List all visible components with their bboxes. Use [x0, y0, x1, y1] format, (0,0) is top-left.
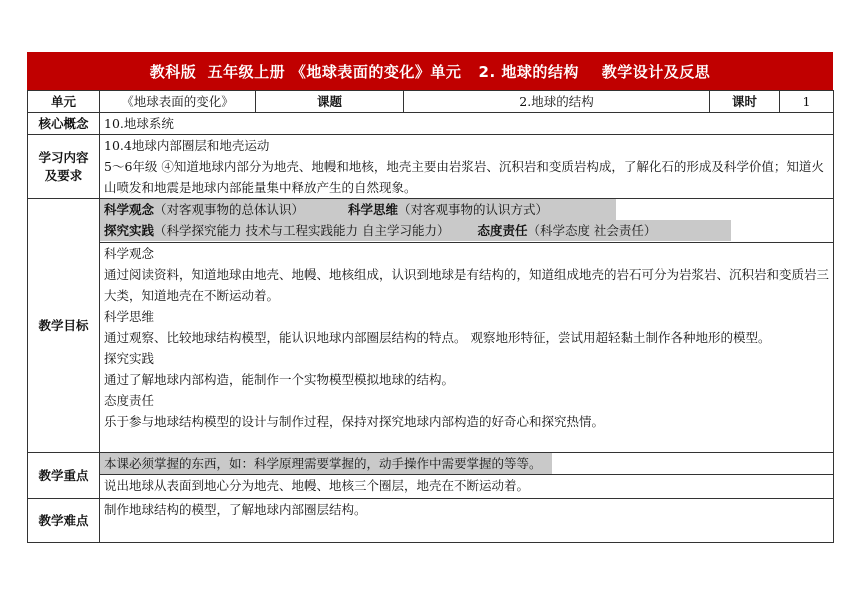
- lesson-plan-document: [27, 52, 833, 543]
- lesson-plan-table: [27, 90, 834, 543]
- dimensions-line-2-highlight: [100, 220, 731, 241]
- objective-heading-attitude: 态度责任: [104, 393, 155, 408]
- info-row: [28, 91, 834, 113]
- requirements-cell: [100, 135, 834, 199]
- dimensions-cell: [100, 199, 834, 243]
- hours-label: 课时: [710, 91, 780, 113]
- key-points-hint-row: [28, 453, 834, 475]
- topic-value: 2.地球的结构: [404, 91, 710, 113]
- dim-science-concept-note: （对客观事物的总体认识）: [154, 202, 305, 217]
- requirements-label: 学习内容及要求: [28, 135, 100, 199]
- objectives-label: 教学目标: [28, 199, 100, 453]
- requirements-row: [28, 135, 834, 199]
- key-points-hint: 本课必须掌握的东西，如：科学原理需要掌握的，动手操作中需要掌握的等等。: [100, 453, 552, 474]
- dim-inquiry-title: 探究实践: [104, 223, 155, 238]
- core-concept-label: 核心概念: [28, 113, 100, 135]
- difficulties-row: [28, 499, 834, 543]
- dimensions-line-1: [100, 199, 833, 220]
- objectives-cell: [100, 243, 834, 453]
- document-title: 教科版 五年级上册 《地球表面的变化》单元 2. 地球的结构 教学设计及反思: [27, 52, 833, 90]
- objective-heading-thinking: 科学思维: [104, 309, 155, 324]
- difficulties-label: 教学难点: [28, 499, 100, 543]
- dim-attitude-note: （科学态度 社会责任）: [527, 223, 657, 238]
- objective-heading-concept: 科学观念: [104, 246, 155, 261]
- objective-text-inquiry: 通过了解地球内部构造，能制作一个实物模型模拟地球的结构。: [104, 372, 455, 387]
- dim-science-thinking-note: （对客观事物的认识方式）: [398, 202, 549, 217]
- requirements-line-2: 5～6年级 ④知道地球内部分为地壳、地幔和地核，地壳主要由岩浆岩、沉积岩和变质岩构成，了解化石的形成及科学价值；知道火山喷发和地震是地球内部能量集中释放产生的自然现象。: [104, 159, 824, 195]
- requirements-line-1: 10.4地球内部圈层和地壳运动: [104, 138, 270, 153]
- dimensions-line-1-highlight: [100, 199, 616, 220]
- objective-text-thinking: 通过观察、比较地球结构模型，能认识地球内部圈层结构的特点。 观察地形特征，尝试用超轻黏土制作各种地形的模型。: [104, 330, 771, 345]
- core-concept-value: 10.地球系统: [100, 113, 834, 135]
- key-points-label: 教学重点: [28, 453, 100, 499]
- objective-heading-inquiry: 探究实践: [104, 351, 155, 366]
- dimensions-line-2: [100, 220, 833, 241]
- key-points-hint-cell: [100, 453, 834, 475]
- dim-science-concept-title: 科学观念: [104, 202, 155, 217]
- hours-value: 1: [780, 91, 834, 113]
- topic-label: 课题: [256, 91, 404, 113]
- unit-value: 《地球表面的变化》: [100, 91, 256, 113]
- objective-text-attitude: 乐于参与地球结构模型的设计与制作过程，保持对探究地球内部构造的好奇心和探究热情。: [104, 414, 605, 429]
- key-points-row: [28, 475, 834, 499]
- dim-inquiry-note: （科学探究能力 技术与工程实践能力 自主学习能力）: [154, 223, 450, 238]
- objective-text-concept: 通过阅读资料，知道地球由地壳、地幔、地核组成，认识到地球是有结构的，知道组成地壳的岩石可分为岩浆岩、沉积岩和变质岩三大类，知道地壳在不断运动着。: [104, 267, 830, 303]
- dimensions-row: [28, 199, 834, 243]
- difficulties-text: 制作地球结构的模型，了解地球内部圈层结构。: [100, 499, 834, 543]
- unit-label: 单元: [28, 91, 100, 113]
- dim-science-thinking-title: 科学思维: [348, 202, 399, 217]
- core-concept-row: [28, 113, 834, 135]
- dim-attitude-title: 态度责任: [477, 223, 528, 238]
- objectives-row: [28, 243, 834, 453]
- key-points-text: 说出地球从表面到地心分为地壳、地幔、地核三个圈层，地壳在不断运动着。: [100, 475, 834, 499]
